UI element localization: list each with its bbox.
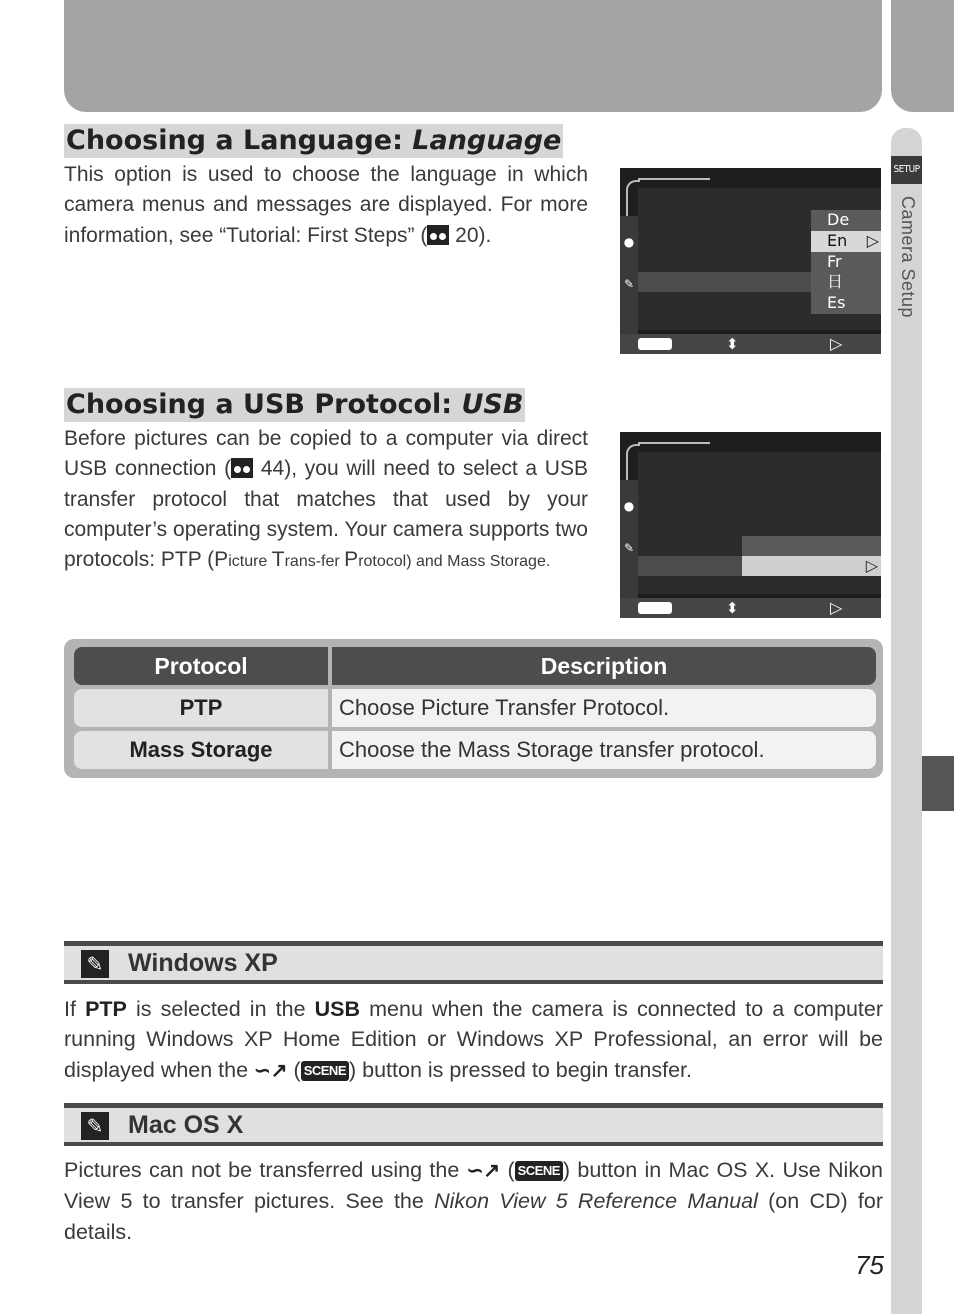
scene-button-icon: SCENE: [301, 1061, 349, 1081]
usb-heading: Choosing a USB Protocol: USB: [66, 389, 524, 420]
language-option: De: [827, 210, 850, 229]
scene-button-icon: SCENE: [515, 1161, 563, 1181]
arrow-right-icon: ▷: [866, 230, 879, 250]
table-cell-description: Choose Picture Transfer Protocol.: [332, 689, 876, 727]
language-option: 日: [827, 272, 844, 292]
language-option: Fr: [827, 251, 842, 271]
section-label-vertical: [890, 196, 922, 346]
usb-body: Before pictures can be copied to a computer via direct USB connection ( 44), you will need to select a USB transfer protocol that matches that used by your computer’s operating system. Your camera supports two protocols: PTP (Picture Trans-fer Protocol) and Mass Storage.: [64, 427, 588, 572]
language-list: [811, 210, 881, 314]
language-heading: Choosing a Language: Language: [66, 125, 562, 156]
reference-icon: [231, 458, 253, 478]
mac-os-x-note-header: ✎ Mac OS X: [64, 1108, 883, 1142]
note-pencil-icon: ✎: [81, 1112, 109, 1140]
note-pencil-icon: ✎: [81, 950, 109, 978]
arrow-right-icon: ▷: [830, 598, 843, 617]
side-corner-block: [891, 0, 954, 112]
language-option-selected: En ▷: [811, 231, 881, 252]
up-down-icon: ⬍: [726, 335, 739, 353]
transfer-icon: ∽↗: [254, 1059, 288, 1082]
up-down-icon: ⬍: [726, 599, 739, 617]
table-cell-protocol: PTP: [74, 689, 328, 727]
thumb-index-marker: [922, 756, 954, 811]
reference-icon: [427, 225, 449, 245]
camera-icon: ●: [623, 235, 635, 249]
ok-button-icon: [638, 602, 672, 614]
table-cell-description: Choose the Mass Storage transfer protocol.: [332, 731, 876, 769]
mac-os-x-note-text: Pictures can not be transferred using the ∽↗ ( SCENE ) button in Mac OS X. Use Nikon View 5 to transfer pictures. See the Nikon View 5 Reference Manual (on CD) for details.: [64, 1158, 883, 1244]
camera-icon: ●: [623, 499, 635, 513]
setup-badge: SETUP: [891, 156, 922, 184]
header-band: [64, 0, 882, 112]
page-number: 75: [855, 1250, 884, 1280]
windows-xp-note-header: ✎ Windows XP: [64, 946, 883, 980]
table-cell-protocol: Mass Storage: [74, 731, 328, 769]
table-header-description: Description: [332, 647, 876, 685]
language-body: This option is used to choose the language in which camera menus and messages are displayed. For more information, see “Tutorial: First Steps” ( 20).: [64, 163, 588, 247]
usb-menu-screen: [620, 432, 881, 618]
windows-xp-note-text: If PTP is selected in the USB menu when the camera is connected to a computer running Windows XP Home Edition or Windows XP Professional, an error will be displayed when the ∽↗ ( SCENE ) button is pressed to begin transfer.: [64, 994, 883, 1086]
language-menu-screen: [620, 168, 881, 354]
table-header-protocol: Protocol: [74, 647, 328, 685]
ok-button-icon: [638, 338, 672, 350]
wrench-icon: ✎: [623, 541, 635, 555]
transfer-icon: ∽↗: [466, 1160, 501, 1182]
language-option: Es: [827, 293, 846, 313]
wrench-icon: ✎: [623, 277, 635, 291]
arrow-right-icon: ▷: [865, 556, 878, 575]
section-label: Camera Setup: [898, 196, 918, 319]
protocol-table: [64, 639, 883, 778]
arrow-right-icon: ▷: [830, 334, 843, 353]
